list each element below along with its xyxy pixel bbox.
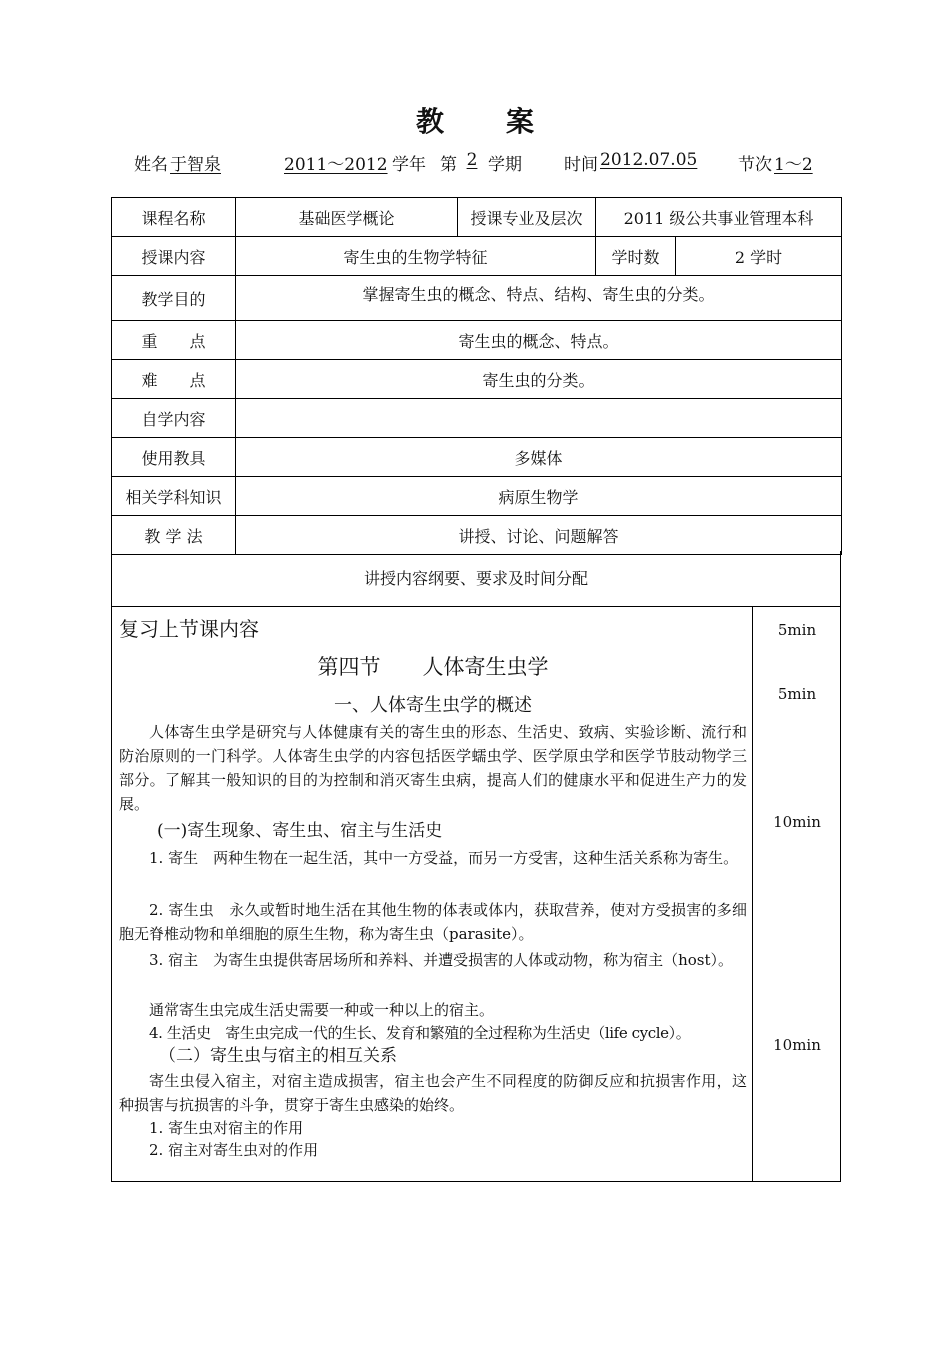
name-label: 姓名: [134, 155, 168, 175]
difficult-label: 难 点: [112, 360, 236, 399]
table-row: [112, 198, 842, 237]
list-item: 1. 寄生虫对宿主的作用: [149, 1119, 304, 1137]
table-row: [112, 516, 842, 555]
list-item: 2. 宿主对寄生虫对的作用: [149, 1141, 319, 1159]
lecture-content-box: [111, 606, 841, 1182]
term-suffix: 学期: [488, 155, 522, 175]
tools-value: 多媒体: [236, 438, 842, 477]
content-label: 授课内容: [112, 237, 236, 276]
paragraph-parasitism: 1. 寄生 两种生物在一起生活，其中一方受益，而另一方受害，这种生活关系称为寄生。: [149, 849, 739, 867]
goal-value: 掌握寄生虫的概念、特点、结构、寄生虫的分类。: [236, 276, 842, 321]
time-allocation-3: 10min: [773, 813, 821, 831]
major-label: 授课专业及层次: [458, 198, 596, 237]
paragraph-parasite: 2. 寄生虫 永久或暂时地生活在其他生物的体表或体内，获取营养，使对方受损害的多细胞无脊椎动物和单细胞的原生生物，称为寄生虫（parasite）。: [119, 901, 747, 943]
related-label: 相关学科知识: [112, 477, 236, 516]
paragraph-interaction: 寄生虫侵入宿主，对宿主造成损害，宿主也会产生不同程度的防御反应和抗损害作用，这种损害与抗损害的斗争，贯穿于寄生虫感染的始终。: [119, 1072, 747, 1114]
time-value: 2012.07.05: [600, 150, 698, 170]
intro-paragraph: 人体寄生虫学是研究与人体健康有关的寄生虫的形态、生活史、致病、实验诊断、流行和防治原则的一门科学。人体寄生虫学的内容包括医学蠕虫学、医学原虫学和医学节肢动物学三部分。了解其一般知识的目的为控制和消灭寄生虫病，提高人们的健康水平和促进生产力的发展。: [119, 723, 747, 813]
section-title: 第四节 人体寄生虫学: [317, 655, 549, 679]
method-value: 讲授、讨论、问题解答: [236, 516, 842, 555]
table-row: [112, 399, 842, 438]
hours-label: 学时数: [596, 237, 676, 276]
session-label: 节次: [738, 155, 772, 175]
self-study-value: [236, 399, 842, 438]
table-row: [112, 276, 842, 321]
table-row: [112, 477, 842, 516]
related-value: 病原生物学: [236, 477, 842, 516]
time-allocation-1: 5min: [777, 621, 817, 639]
table-row: [112, 438, 842, 477]
teacher-info-line: [118, 150, 838, 176]
time-allocation-2: 5min: [777, 685, 817, 703]
paragraph-host: 3. 宿主 为寄生虫提供寄居场所和养料、并遭受损害的人体或动物，称为宿主（host）。: [149, 951, 734, 969]
paragraph-host-note: 通常寄生虫完成生活史需要一种或一种以上的宿主。: [149, 1001, 495, 1019]
content-value: 寄生虫的生物学特征: [236, 237, 596, 276]
paragraph-life-cycle: 4. 生活史 寄生虫完成一代的生长、发育和繁殖的全过程称为生活史（life cycle）。: [149, 1024, 691, 1042]
session-value: 1～2: [774, 155, 813, 175]
major-value: 2011 级公共事业管理本科: [596, 198, 842, 237]
time-label: 时间: [564, 155, 598, 175]
item-heading-2: （二）寄生虫与宿主的相互关系: [159, 1046, 397, 1066]
time-allocation-4: 10min: [773, 1036, 821, 1054]
key-value: 寄生虫的概念、特点。: [236, 321, 842, 360]
tools-label: 使用教具: [112, 438, 236, 477]
item-heading-1: (一)寄生现象、寄生虫、宿主与生活史: [157, 821, 443, 841]
table-row: [112, 321, 842, 360]
course-info-table: [111, 197, 842, 555]
table-row: [112, 360, 842, 399]
hours-value: 2 学时: [676, 237, 842, 276]
review-heading: 复习上节课内容: [119, 617, 259, 641]
difficult-value: 寄生虫的分类。: [236, 360, 842, 399]
self-study-label: 自学内容: [112, 399, 236, 438]
subsection-title: 一、人体寄生虫学的概述: [334, 695, 532, 716]
key-label: 重 点: [112, 321, 236, 360]
name-value: 于智泉: [170, 155, 221, 175]
year-label: 学年: [392, 155, 426, 175]
document-title: [0, 100, 952, 140]
title-char-1: 教: [415, 105, 446, 138]
table-row: [112, 237, 842, 276]
goal-label: 教学目的: [112, 276, 236, 321]
column-divider: [752, 607, 753, 1181]
year-value: 2011～2012: [284, 155, 388, 175]
method-label: 教 学 法: [112, 516, 236, 555]
term-value: 2: [466, 150, 478, 170]
course-label: 课程名称: [112, 198, 236, 237]
title-char-2: 案: [506, 105, 537, 138]
course-value: 基础医学概论: [236, 198, 458, 237]
term-prefix: 第: [440, 155, 457, 175]
outline-header: 讲授内容纲要、要求及时间分配: [111, 551, 841, 607]
